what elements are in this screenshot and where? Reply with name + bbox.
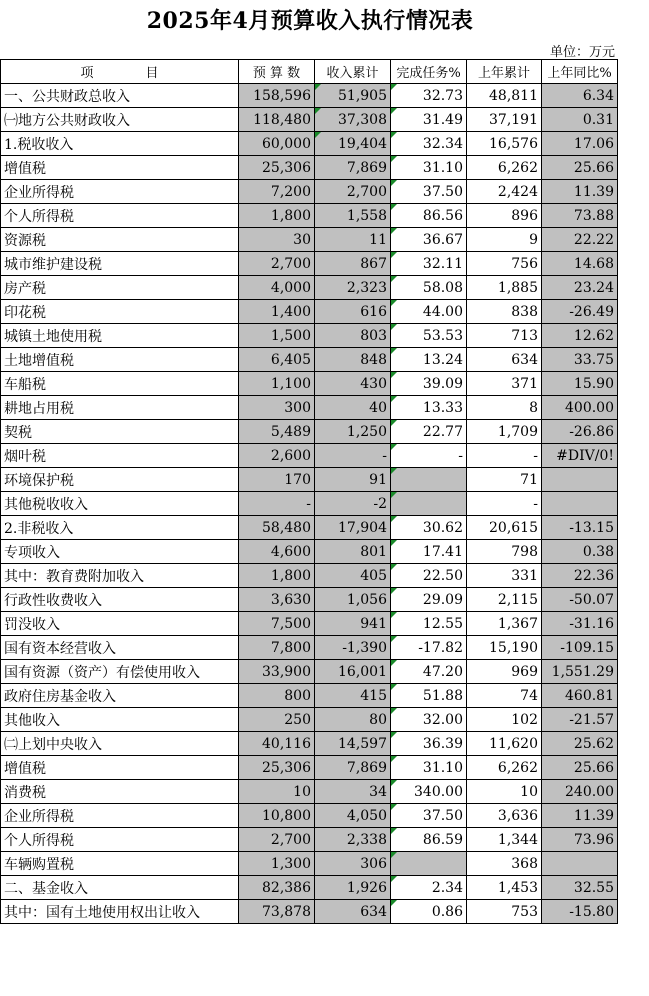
cell-item[interactable]: 一、公共财政总收入 xyxy=(1,84,239,108)
table-row xyxy=(1,204,618,228)
cell-last-year[interactable]: 37,191 xyxy=(467,108,542,132)
cell-cumulative[interactable]: 405 xyxy=(315,564,391,588)
table-row xyxy=(1,804,618,828)
cell-last-year[interactable]: 896 xyxy=(467,204,542,228)
cell-last-year[interactable]: 16,576 xyxy=(467,132,542,156)
cell-completion[interactable]: 17.41 xyxy=(391,540,467,564)
cell-completion[interactable]: 32.00 xyxy=(391,708,467,732)
cell-completion[interactable]: -17.82 xyxy=(391,636,467,660)
cell-last-year[interactable]: 6,262 xyxy=(467,756,542,780)
table-row xyxy=(1,396,618,420)
cell-completion[interactable]: 32.11 xyxy=(391,252,467,276)
cell-completion[interactable]: - xyxy=(391,444,467,468)
table-row xyxy=(1,444,618,468)
cell-yoy[interactable]: 25.66 xyxy=(542,756,618,780)
cell-item[interactable]: 土地增值税 xyxy=(1,348,239,372)
cell-budget[interactable]: 3,630 xyxy=(239,588,315,612)
table-body xyxy=(1,84,618,924)
cell-last-year[interactable]: - xyxy=(467,492,542,516)
table-row xyxy=(1,108,618,132)
table-row xyxy=(1,564,618,588)
cell-item[interactable]: 其中：教育费附加收入 xyxy=(1,564,239,588)
cell-yoy[interactable]: 0.38 xyxy=(542,540,618,564)
table-row xyxy=(1,132,618,156)
cell-yoy[interactable]: 22.22 xyxy=(542,228,618,252)
cell-item[interactable]: ㈠地方公共财政收入 xyxy=(1,108,239,132)
cell-item[interactable]: 车辆购置税 xyxy=(1,852,239,876)
cell-cumulative[interactable]: 16,001 xyxy=(315,660,391,684)
cell-last-year[interactable]: 713 xyxy=(467,324,542,348)
cell-cumulative[interactable]: 37,308 xyxy=(315,108,391,132)
cell-cumulative[interactable]: -2 xyxy=(315,492,391,516)
cell-item[interactable]: 其他收入 xyxy=(1,708,239,732)
cell-cumulative[interactable]: - xyxy=(315,444,391,468)
table-row xyxy=(1,828,618,852)
cell-cumulative[interactable]: 1,926 xyxy=(315,876,391,900)
cell-last-year[interactable]: 20,615 xyxy=(467,516,542,540)
cell-yoy[interactable]: 25.62 xyxy=(542,732,618,756)
cell-last-year[interactable]: 756 xyxy=(467,252,542,276)
table-row xyxy=(1,780,618,804)
cell-item[interactable]: 耕地占用税 xyxy=(1,396,239,420)
cell-cumulative[interactable]: 1,056 xyxy=(315,588,391,612)
cell-cumulative[interactable]: 801 xyxy=(315,540,391,564)
cell-budget[interactable]: 2,700 xyxy=(239,252,315,276)
cell-yoy[interactable] xyxy=(542,492,618,516)
cell-last-year[interactable]: 11,620 xyxy=(467,732,542,756)
cell-budget[interactable]: 7,500 xyxy=(239,612,315,636)
header-budget: 预 算 数 xyxy=(239,60,315,84)
cell-completion[interactable]: 86.56 xyxy=(391,204,467,228)
table-row xyxy=(1,732,618,756)
table-row xyxy=(1,684,618,708)
table-row xyxy=(1,84,618,108)
cell-last-year[interactable]: 1,885 xyxy=(467,276,542,300)
table-row xyxy=(1,756,618,780)
cell-completion[interactable]: 12.55 xyxy=(391,612,467,636)
cell-budget[interactable]: 6,405 xyxy=(239,348,315,372)
table-row xyxy=(1,276,618,300)
page-title: 2025年4月预算收入执行情况表 xyxy=(146,8,474,34)
cell-cumulative[interactable]: 1,250 xyxy=(315,420,391,444)
cell-budget[interactable]: 7,800 xyxy=(239,636,315,660)
cell-completion[interactable]: 0.86 xyxy=(391,900,467,924)
cell-completion[interactable] xyxy=(391,492,467,516)
cell-item[interactable]: 环境保护税 xyxy=(1,468,239,492)
cell-item[interactable]: 消费税 xyxy=(1,780,239,804)
cell-yoy[interactable]: 12.62 xyxy=(542,324,618,348)
cell-item[interactable]: 其中：国有土地使用权出让收入 xyxy=(1,900,239,924)
cell-cumulative[interactable]: 14,597 xyxy=(315,732,391,756)
cell-last-year[interactable]: - xyxy=(467,444,542,468)
cell-last-year[interactable]: 6,262 xyxy=(467,156,542,180)
cell-completion[interactable]: 58.08 xyxy=(391,276,467,300)
cell-yoy[interactable]: 25.66 xyxy=(542,156,618,180)
cell-item[interactable]: 政府住房基金收入 xyxy=(1,684,239,708)
table-row xyxy=(1,900,618,924)
table-row xyxy=(1,372,618,396)
cell-yoy[interactable]: 0.31 xyxy=(542,108,618,132)
cell-budget[interactable]: 60,000 xyxy=(239,132,315,156)
cell-cumulative[interactable]: 11 xyxy=(315,228,391,252)
cell-cumulative[interactable]: 7,869 xyxy=(315,156,391,180)
cell-yoy[interactable]: -26.86 xyxy=(542,420,618,444)
table-row xyxy=(1,492,618,516)
cell-item[interactable]: 资源税 xyxy=(1,228,239,252)
cell-completion[interactable]: 13.24 xyxy=(391,348,467,372)
table-row xyxy=(1,156,618,180)
table-row xyxy=(1,300,618,324)
cell-last-year[interactable]: 368 xyxy=(467,852,542,876)
cell-last-year[interactable]: 10 xyxy=(467,780,542,804)
cell-last-year[interactable]: 74 xyxy=(467,684,542,708)
table-row xyxy=(1,180,618,204)
cell-cumulative[interactable]: 415 xyxy=(315,684,391,708)
cell-cumulative[interactable]: 19,404 xyxy=(315,132,391,156)
cell-cumulative[interactable]: 2,338 xyxy=(315,828,391,852)
cell-completion[interactable]: 30.62 xyxy=(391,516,467,540)
cell-cumulative[interactable]: -1,390 xyxy=(315,636,391,660)
cell-budget[interactable]: 158,596 xyxy=(239,84,315,108)
cell-yoy[interactable]: 73.88 xyxy=(542,204,618,228)
cell-completion[interactable]: 47.20 xyxy=(391,660,467,684)
cell-completion[interactable]: 86.59 xyxy=(391,828,467,852)
table-row xyxy=(1,636,618,660)
cell-budget[interactable]: 25,306 xyxy=(239,156,315,180)
cell-item[interactable]: 城镇土地使用税 xyxy=(1,324,239,348)
cell-budget[interactable]: 1,800 xyxy=(239,564,315,588)
cell-item[interactable]: 企业所得税 xyxy=(1,180,239,204)
table-row xyxy=(1,852,618,876)
cell-budget[interactable]: 1,300 xyxy=(239,852,315,876)
cell-cumulative[interactable]: 616 xyxy=(315,300,391,324)
cell-budget[interactable]: 250 xyxy=(239,708,315,732)
cell-item[interactable]: 个人所得税 xyxy=(1,204,239,228)
cell-completion[interactable] xyxy=(391,468,467,492)
cell-last-year[interactable]: 331 xyxy=(467,564,542,588)
cell-budget[interactable]: 5,489 xyxy=(239,420,315,444)
cell-budget[interactable]: 40,116 xyxy=(239,732,315,756)
cell-cumulative[interactable]: 941 xyxy=(315,612,391,636)
cell-budget[interactable]: 10 xyxy=(239,780,315,804)
cell-completion[interactable]: 32.34 xyxy=(391,132,467,156)
cell-last-year[interactable]: 3,636 xyxy=(467,804,542,828)
cell-last-year[interactable]: 753 xyxy=(467,900,542,924)
cell-budget[interactable]: 82,386 xyxy=(239,876,315,900)
cell-completion[interactable]: 13.33 xyxy=(391,396,467,420)
cell-yoy[interactable]: 1,551.29 xyxy=(542,660,618,684)
cell-yoy[interactable]: -50.07 xyxy=(542,588,618,612)
table-row xyxy=(1,540,618,564)
cell-item[interactable]: 车船税 xyxy=(1,372,239,396)
cell-item[interactable]: ㈡上划中央收入 xyxy=(1,732,239,756)
cell-cumulative[interactable]: 634 xyxy=(315,900,391,924)
cell-item[interactable]: 国有资源（资产）有偿使用收入 xyxy=(1,660,239,684)
cell-completion[interactable]: 39.09 xyxy=(391,372,467,396)
cell-yoy[interactable]: 460.81 xyxy=(542,684,618,708)
cell-completion[interactable]: 31.10 xyxy=(391,756,467,780)
table-row xyxy=(1,252,618,276)
cell-yoy[interactable]: 6.34 xyxy=(542,84,618,108)
cell-yoy[interactable]: 32.55 xyxy=(542,876,618,900)
header-cumulative: 收入累计 xyxy=(315,60,391,84)
cell-last-year[interactable]: 102 xyxy=(467,708,542,732)
cell-item[interactable]: 2.非税收入 xyxy=(1,516,239,540)
cell-yoy[interactable]: -109.15 xyxy=(542,636,618,660)
cell-yoy[interactable]: 400.00 xyxy=(542,396,618,420)
cell-cumulative[interactable]: 80 xyxy=(315,708,391,732)
cell-yoy[interactable]: -13.15 xyxy=(542,516,618,540)
cell-cumulative[interactable]: 848 xyxy=(315,348,391,372)
cell-yoy[interactable]: 22.36 xyxy=(542,564,618,588)
header-item: 项 目 xyxy=(1,60,239,84)
cell-cumulative[interactable]: 7,869 xyxy=(315,756,391,780)
cell-cumulative[interactable]: 4,050 xyxy=(315,804,391,828)
cell-item[interactable]: 企业所得税 xyxy=(1,804,239,828)
cell-completion[interactable]: 31.10 xyxy=(391,156,467,180)
cell-cumulative[interactable]: 91 xyxy=(315,468,391,492)
cell-cumulative[interactable]: 40 xyxy=(315,396,391,420)
cell-cumulative[interactable]: 17,904 xyxy=(315,516,391,540)
cell-last-year[interactable]: 15,190 xyxy=(467,636,542,660)
cell-completion[interactable]: 36.39 xyxy=(391,732,467,756)
cell-completion[interactable]: 22.77 xyxy=(391,420,467,444)
cell-yoy[interactable]: #DIV/0! xyxy=(542,444,618,468)
table-row xyxy=(1,228,618,252)
cell-budget[interactable]: - xyxy=(239,492,315,516)
cell-yoy[interactable]: 17.06 xyxy=(542,132,618,156)
cell-item[interactable]: 专项收入 xyxy=(1,540,239,564)
cell-yoy[interactable]: 14.68 xyxy=(542,252,618,276)
cell-budget[interactable]: 58,480 xyxy=(239,516,315,540)
cell-budget[interactable]: 118,480 xyxy=(239,108,315,132)
cell-item[interactable]: 增值税 xyxy=(1,756,239,780)
cell-yoy[interactable]: 33.75 xyxy=(542,348,618,372)
cell-budget[interactable]: 33,900 xyxy=(239,660,315,684)
cell-cumulative[interactable]: 430 xyxy=(315,372,391,396)
cell-item[interactable]: 其他税收收入 xyxy=(1,492,239,516)
table-row xyxy=(1,324,618,348)
table-row xyxy=(1,660,618,684)
cell-yoy[interactable] xyxy=(542,468,618,492)
cell-yoy[interactable]: -21.57 xyxy=(542,708,618,732)
cell-completion[interactable]: 2.34 xyxy=(391,876,467,900)
cell-completion[interactable]: 340.00 xyxy=(391,780,467,804)
cell-budget[interactable]: 30 xyxy=(239,228,315,252)
cell-yoy[interactable]: 15.90 xyxy=(542,372,618,396)
cell-budget[interactable]: 800 xyxy=(239,684,315,708)
cell-budget[interactable]: 1,800 xyxy=(239,204,315,228)
cell-budget[interactable]: 4,000 xyxy=(239,276,315,300)
table-row xyxy=(1,468,618,492)
cell-item[interactable]: 契税 xyxy=(1,420,239,444)
cell-budget[interactable]: 300 xyxy=(239,396,315,420)
cell-item[interactable]: 行政性收费收入 xyxy=(1,588,239,612)
cell-item[interactable]: 印花税 xyxy=(1,300,239,324)
cell-last-year[interactable]: 8 xyxy=(467,396,542,420)
cell-yoy[interactable]: 23.24 xyxy=(542,276,618,300)
header-yoy: 上年同比% xyxy=(542,60,618,84)
cell-budget[interactable]: 4,600 xyxy=(239,540,315,564)
cell-budget[interactable]: 25,306 xyxy=(239,756,315,780)
table-row xyxy=(1,588,618,612)
cell-yoy[interactable] xyxy=(542,852,618,876)
header-completion: 完成任务% xyxy=(391,60,467,84)
cell-completion[interactable]: 44.00 xyxy=(391,300,467,324)
cell-item[interactable]: 烟叶税 xyxy=(1,444,239,468)
cell-item[interactable]: 1.税收收入 xyxy=(1,132,239,156)
cell-yoy[interactable]: 11.39 xyxy=(542,180,618,204)
cell-completion[interactable]: 22.50 xyxy=(391,564,467,588)
cell-budget[interactable]: 1,100 xyxy=(239,372,315,396)
cell-cumulative[interactable]: 51,905 xyxy=(315,84,391,108)
cell-item[interactable]: 国有资本经营收入 xyxy=(1,636,239,660)
cell-completion[interactable]: 51.88 xyxy=(391,684,467,708)
cell-last-year[interactable]: 1,367 xyxy=(467,612,542,636)
cell-cumulative[interactable]: 1,558 xyxy=(315,204,391,228)
table-row xyxy=(1,348,618,372)
cell-last-year[interactable]: 838 xyxy=(467,300,542,324)
cell-cumulative[interactable]: 34 xyxy=(315,780,391,804)
cell-completion[interactable]: 29.09 xyxy=(391,588,467,612)
cell-last-year[interactable]: 969 xyxy=(467,660,542,684)
cell-last-year[interactable]: 9 xyxy=(467,228,542,252)
table-row xyxy=(1,708,618,732)
cell-cumulative[interactable]: 2,323 xyxy=(315,276,391,300)
cell-last-year[interactable]: 798 xyxy=(467,540,542,564)
cell-yoy[interactable]: 240.00 xyxy=(542,780,618,804)
cell-item[interactable]: 二、基金收入 xyxy=(1,876,239,900)
cell-completion[interactable]: 32.73 xyxy=(391,84,467,108)
cell-budget[interactable]: 2,700 xyxy=(239,828,315,852)
cell-budget[interactable]: 1,400 xyxy=(239,300,315,324)
table-row xyxy=(1,516,618,540)
cell-cumulative[interactable]: 306 xyxy=(315,852,391,876)
cell-last-year[interactable]: 1,709 xyxy=(467,420,542,444)
cell-last-year[interactable]: 1,453 xyxy=(467,876,542,900)
cell-last-year[interactable]: 2,424 xyxy=(467,180,542,204)
table-row xyxy=(1,876,618,900)
cell-yoy[interactable]: 73.96 xyxy=(542,828,618,852)
cell-budget[interactable]: 2,600 xyxy=(239,444,315,468)
cell-item[interactable]: 增值税 xyxy=(1,156,239,180)
header-last-year: 上年累计 xyxy=(467,60,542,84)
cell-budget[interactable]: 10,800 xyxy=(239,804,315,828)
cell-item[interactable]: 个人所得税 xyxy=(1,828,239,852)
cell-budget[interactable]: 170 xyxy=(239,468,315,492)
cell-item[interactable]: 罚没收入 xyxy=(1,612,239,636)
cell-completion[interactable]: 37.50 xyxy=(391,804,467,828)
cell-yoy[interactable]: -15.80 xyxy=(542,900,618,924)
unit-label: 单位：万元 xyxy=(549,45,615,60)
cell-last-year[interactable]: 371 xyxy=(467,372,542,396)
cell-budget[interactable]: 1,500 xyxy=(239,324,315,348)
header-row xyxy=(1,60,618,84)
table-row xyxy=(1,612,618,636)
cell-budget[interactable]: 73,878 xyxy=(239,900,315,924)
cell-budget[interactable]: 7,200 xyxy=(239,180,315,204)
cell-completion[interactable]: 36.67 xyxy=(391,228,467,252)
cell-completion[interactable]: 37.50 xyxy=(391,180,467,204)
cell-cumulative[interactable]: 803 xyxy=(315,324,391,348)
table-row xyxy=(1,420,618,444)
cell-cumulative[interactable]: 867 xyxy=(315,252,391,276)
cell-completion[interactable] xyxy=(391,852,467,876)
cell-yoy[interactable]: 11.39 xyxy=(542,804,618,828)
cell-last-year[interactable]: 2,115 xyxy=(467,588,542,612)
cell-item[interactable]: 房产税 xyxy=(1,276,239,300)
cell-completion[interactable]: 53.53 xyxy=(391,324,467,348)
revenue-table xyxy=(0,59,618,924)
cell-yoy[interactable]: -26.49 xyxy=(542,300,618,324)
cell-last-year[interactable]: 48,811 xyxy=(467,84,542,108)
cell-last-year[interactable]: 1,344 xyxy=(467,828,542,852)
cell-last-year[interactable]: 71 xyxy=(467,468,542,492)
cell-last-year[interactable]: 634 xyxy=(467,348,542,372)
cell-completion[interactable]: 31.49 xyxy=(391,108,467,132)
cell-yoy[interactable]: -31.16 xyxy=(542,612,618,636)
cell-item[interactable]: 城市维护建设税 xyxy=(1,252,239,276)
cell-cumulative[interactable]: 2,700 xyxy=(315,180,391,204)
